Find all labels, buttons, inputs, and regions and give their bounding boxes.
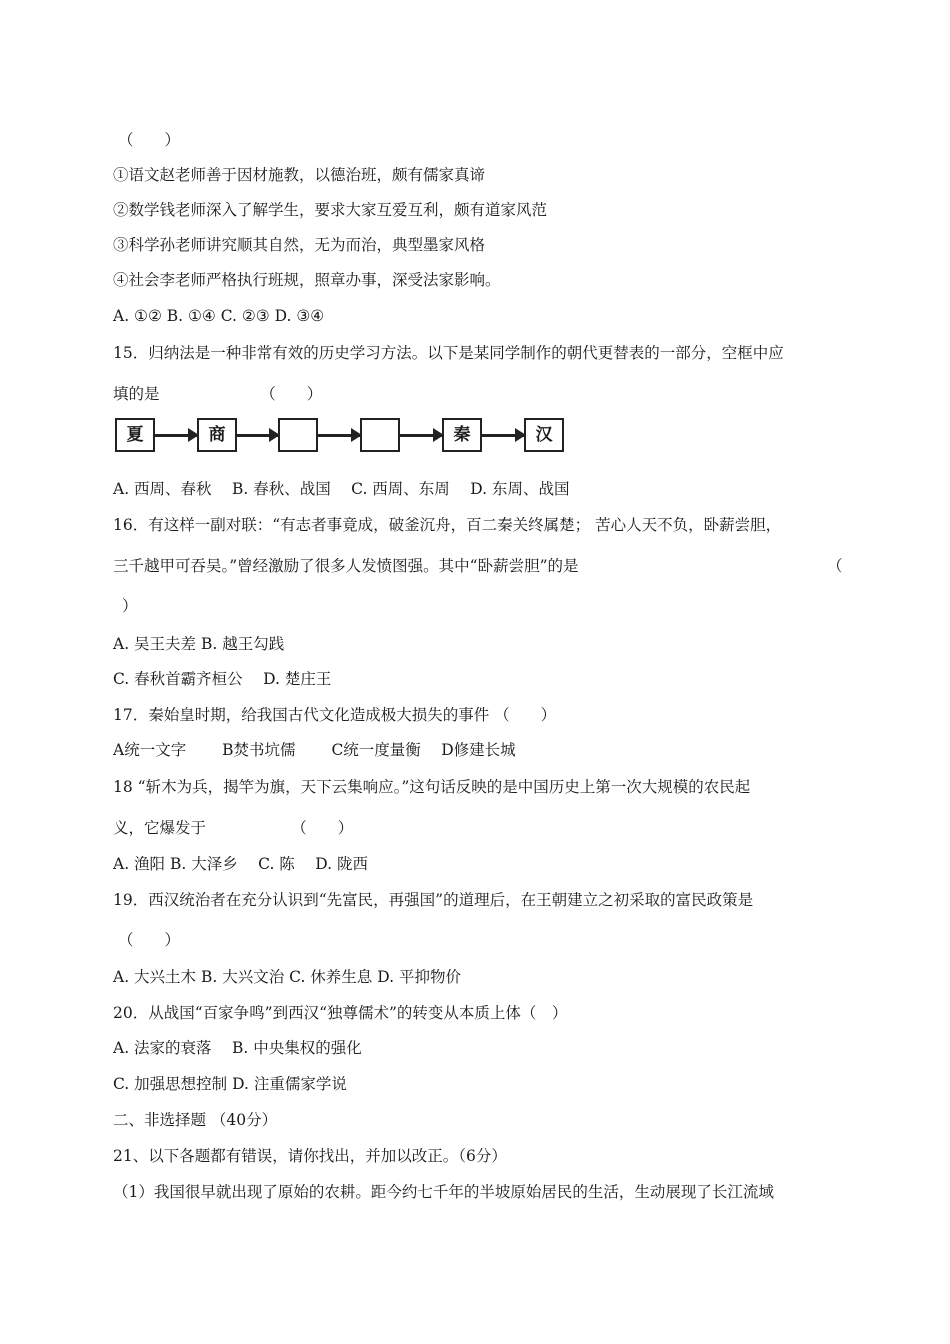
q17-choices: A统一文字 B焚书坑儒 C统一度量衡 D修建长城	[113, 741, 516, 759]
dynasty-flow-chart	[113, 418, 568, 458]
q16-paren-open: （	[827, 557, 843, 575]
q17-stem: 17．秦始皇时期，给我国古代文化造成极大损失的事件 （ ）	[113, 706, 557, 724]
flow-arrow-icon	[237, 434, 278, 437]
section-2-title: 二、非选择题 （40分）	[113, 1111, 278, 1129]
q14-choices: A. ①② B. ①④ C. ②③ D. ③④	[113, 307, 325, 325]
q16-choices-2: C. 春秋首霸齐桓公 D. 楚庄王	[113, 670, 332, 688]
q20-choices-1: A. 法家的衰落 B. 中央集权的强化	[113, 1039, 362, 1057]
q15-stem-line2: 填的是 （ ）	[113, 385, 323, 403]
q16-stem-line1: 16．有这样一副对联：“有志者事竟成，破釜沉舟，百二秦关终属楚； 苦心人天不负，卧薪尝胆，	[113, 516, 782, 534]
q21-stem: 21、以下各题都有错误，请你找出，并加以改正。（6分）	[113, 1147, 507, 1165]
flow-arrow-icon	[482, 434, 524, 437]
q14-option-4: ④社会李老师严格执行班规，照章办事，深受法家影响。	[113, 271, 501, 289]
q20-stem: 20．从战国“百家争鸣”到西汉“独尊儒术”的转变从本质上体（ ）	[113, 1004, 568, 1022]
q20-choices-2: C. 加强思想控制 D. 注重儒家学说	[113, 1075, 347, 1093]
flow-arrow-icon	[400, 434, 442, 437]
q15-choices: A. 西周、春秋 B. 春秋、战国 C. 西周、东周 D. 东周、战国	[113, 480, 570, 498]
q16-stem-line2: 三千越甲可吞吴。”曾经激励了很多人发愤图强。其中“卧薪尝胆”的是	[113, 557, 579, 575]
q14-option-2: ②数学钱老师深入了解学生，要求大家互爱互利，颇有道家风范	[113, 201, 548, 219]
q19-choices: A. 大兴土木 B. 大兴文治 C. 休养生息 D. 平抑物价	[113, 968, 461, 986]
dynasty-box-blank-1	[278, 418, 318, 452]
q16-paren-close: ）	[122, 597, 138, 615]
q14-option-3: ③科学孙老师讲究顺其自然，无为而治，典型墨家风格	[113, 236, 486, 254]
q21-part-1: （1）我国很早就出现了原始的农耕。距今约七千年的半坡原始居民的生活，生动展现了长江流域	[113, 1183, 774, 1201]
dynasty-box-6: 汉	[524, 418, 564, 452]
dynasty-box-2: 商	[197, 418, 237, 452]
q18-choices: A. 渔阳 B. 大泽乡 C. 陈 D. 陇西	[113, 855, 368, 873]
dynasty-box-5: 秦	[442, 418, 482, 452]
q18-stem-line2: 义，它爆发于 （ ）	[113, 819, 354, 837]
q19-stem-line2: （ ）	[118, 931, 181, 949]
dynasty-box-blank-2	[360, 418, 400, 452]
q15-stem-line1: 15．归纳法是一种非常有效的历史学习方法。以下是某同学制作的朝代更替表的一部分，空框中应	[113, 344, 784, 362]
dynasty-box-1: 夏	[115, 418, 155, 452]
flow-arrow-icon	[155, 434, 197, 437]
q19-stem-line1: 19．西汉统治者在充分认识到“先富民，再强国”的道理后，在王朝建立之初采取的富民政策是	[113, 891, 754, 909]
q14-paren: （ ）	[118, 131, 181, 149]
q14-option-1: ①语文赵老师善于因材施教，以德治班，颇有儒家真谛	[113, 166, 486, 184]
q18-stem-line1: 18 “斩木为兵，揭竿为旗，天下云集响应。”这句话反映的是中国历史上第一次大规模的农民起	[113, 778, 751, 796]
q16-choices-1: A. 吴王夫差 B. 越王勾践	[113, 635, 285, 653]
flow-arrow-icon	[318, 434, 360, 437]
